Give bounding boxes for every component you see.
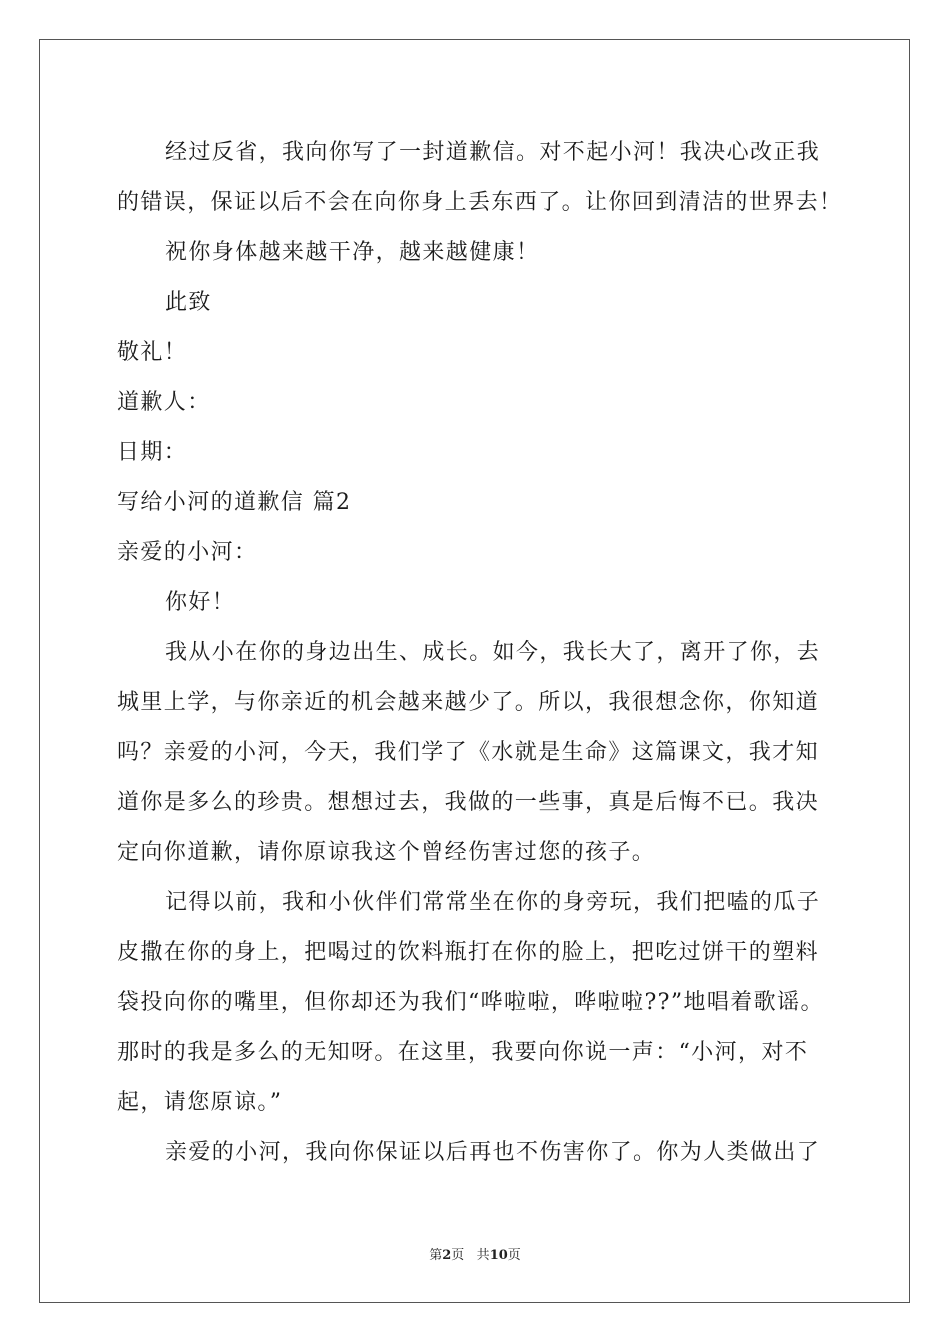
footer-spacer — [464, 1248, 476, 1263]
text-line: 写给小河的道歉信 篇2 — [117, 490, 352, 515]
text-line: 那时的我是多么的无知呀。在这里，我要向你说一声：“小河，对不 — [117, 1040, 809, 1065]
page-footer — [0, 1246, 950, 1266]
document-body — [117, 128, 843, 1178]
text-line: 吗？亲爱的小河，今天，我们学了《水就是生命》这篇课文，我才知 — [117, 740, 820, 765]
text-line: 道你是多么的珍贵。想想过去，我做的一些事，真是后悔不已。我决 — [117, 790, 820, 815]
text-line: 此致 — [165, 290, 212, 315]
footer-total-prefix: 共 — [476, 1248, 490, 1263]
footer-total-suffix: 页 — [507, 1248, 521, 1263]
text-line: 你好！ — [165, 590, 236, 615]
text-line: 敬礼！ — [117, 340, 188, 365]
text-line: 记得以前，我和小伙伴们常常坐在你的身旁玩，我们把嗑的瓜子 — [165, 890, 821, 915]
footer-total-pages: 10 — [489, 1248, 508, 1263]
text-line: 定向你道歉，请你原谅我这个曾经伤害过您的孩子。 — [117, 840, 656, 865]
text-line: 亲爱的小河： — [117, 540, 258, 565]
text-line: 城里上学，与你亲近的机会越来越少了。所以，我很想念你，你知道 — [117, 690, 820, 715]
text-line: 起，请您原谅。” — [117, 1090, 283, 1115]
text-line: 日期： — [117, 440, 188, 465]
footer-page-number: 2 — [442, 1248, 452, 1263]
text-line: 的错误，保证以后不会在向你身上丢东西了。让你回到清洁的世界去！ — [117, 190, 843, 215]
text-line: 我从小在你的身边出生、成长。如今，我长大了，离开了你，去 — [165, 640, 821, 665]
text-line: 祝你身体越来越干净，越来越健康！ — [165, 240, 540, 265]
footer-page-prefix: 第 — [429, 1248, 443, 1263]
text-line: 袋投向你的嘴里，但你却还为我们“哗啦啦，哗啦啦??”地唱着歌谣。 — [117, 990, 824, 1015]
text-line: 经过反省，我向你写了一封道歉信。对不起小河！我决心改正我 — [165, 140, 821, 165]
footer-page-suffix: 页 — [451, 1248, 465, 1263]
text-line: 道歉人： — [117, 390, 211, 415]
text-line: 亲爱的小河，我向你保证以后再也不伤害你了。你为人类做出了 — [165, 1140, 821, 1165]
text-line: 皮撒在你的身上，把喝过的饮料瓶打在你的脸上，把吃过饼干的塑料 — [117, 940, 820, 965]
